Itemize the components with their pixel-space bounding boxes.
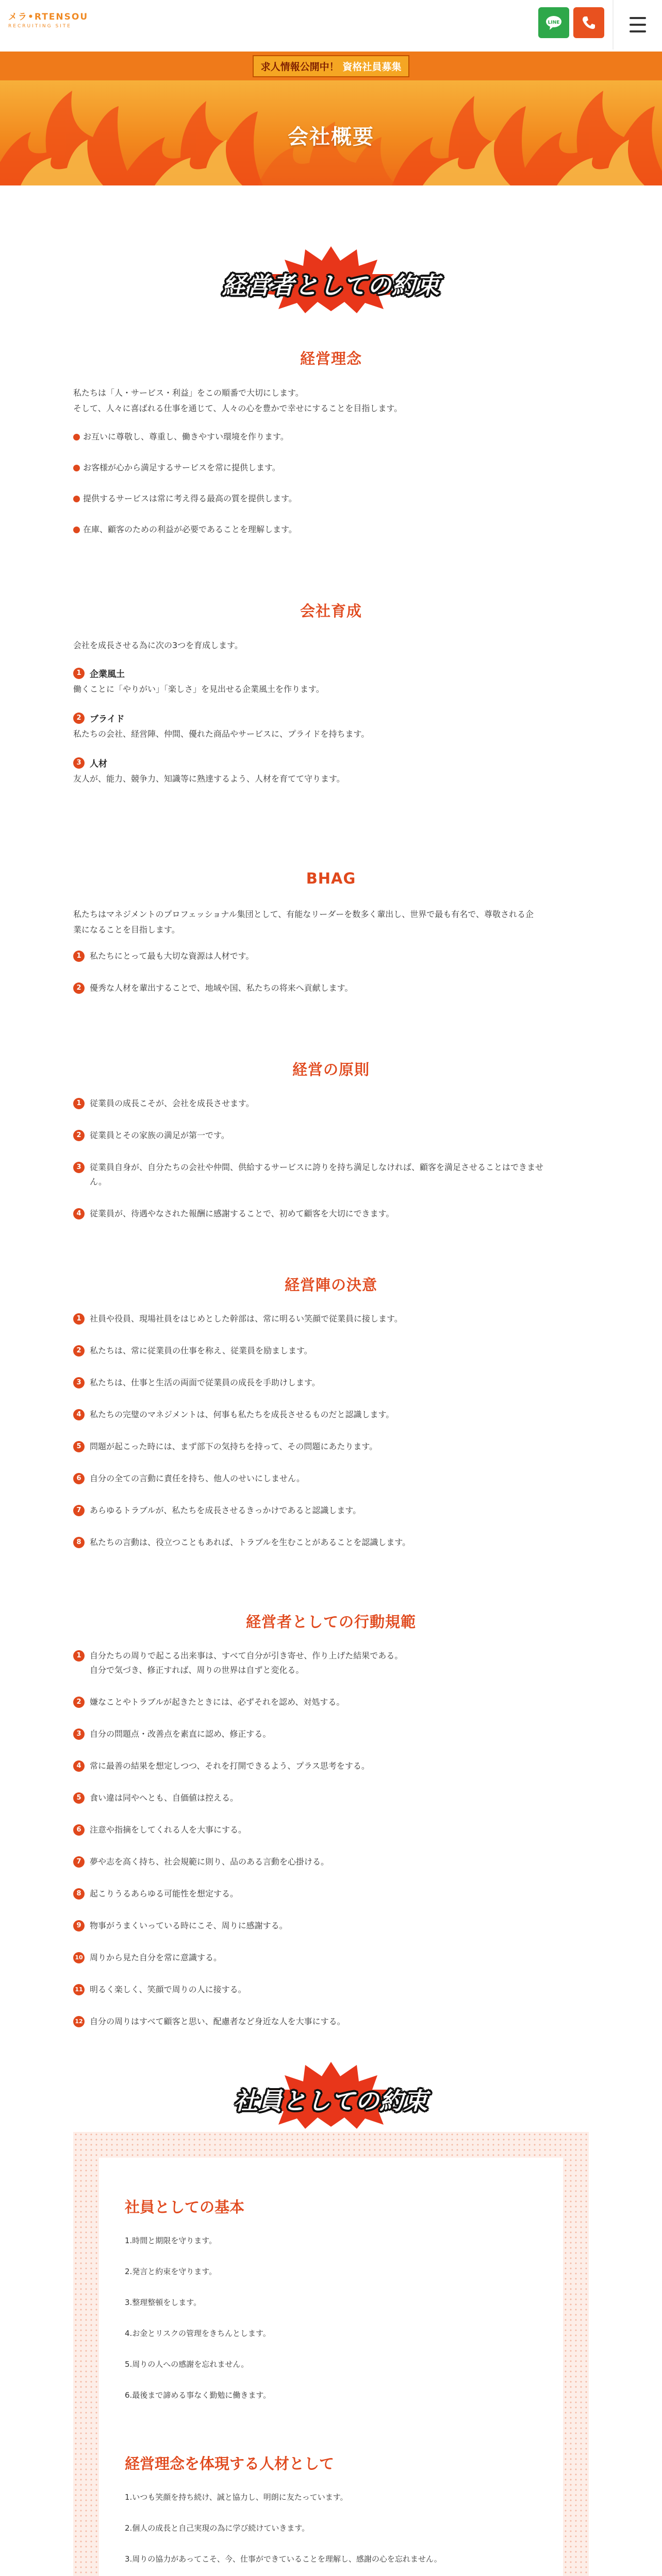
list-item: 3 私たちは、仕事と生活の両面で従業員の成長を手助けします。 <box>73 1376 589 1390</box>
list-item: 4 私たちの完璧のマネジメントは、何事も私たちを成長させるものだと認識します。 <box>73 1408 589 1422</box>
list-item: 5 問題が起こった時には、まず部下の気持ちを持って、その問題にあたります。 <box>73 1439 589 1454</box>
list-item: 2 優秀な人材を輩出することで、地域や国、私たちの将来へ貢献します。 <box>73 981 589 995</box>
list-item: 1 従業員の成長こそが、会社を成長させます。 <box>73 1096 589 1111</box>
resolve-title: 経営陣の決意 <box>284 1276 377 1294</box>
recruit-text: 資格社員募集 <box>342 61 402 73</box>
list-item: 3.周りの協力があってこそ、今、仕事ができていることを理解し、感謝の心を忘れません。 <box>125 2554 442 2564</box>
header-actions <box>538 7 604 38</box>
list-item: 4 従業員が、待遇やなされた報酬に感謝することで、初めて顧客を大切にできます。 <box>73 1207 589 1221</box>
recruit-pill <box>253 55 410 77</box>
svg-text:LINE: LINE <box>548 20 560 25</box>
site-header <box>0 0 662 52</box>
list-item: 1 私たちにとって最も大切な資源は人材です。 <box>73 949 589 963</box>
emp-embody-list <box>125 2490 542 2576</box>
list-item: 1.いつも笑顔を持ち続け、誠と協力し、明朗に友たっています。 <box>125 2493 348 2502</box>
list-item: 2.発言と約束を守ります。 <box>125 2267 217 2276</box>
philosophy-intro-1: 私たちは「人・サービス・利益」をこの順番で大切にします。 <box>73 388 304 398</box>
emp-heading-burst <box>202 2058 460 2130</box>
list-item: 8 起こりうるあらゆる可能性を想定する。 <box>73 1887 589 1901</box>
philosophy-intro-2: そして、人々に喜ばれる仕事を通じて、人々の心を豊かで幸せにすることを目指します。 <box>73 403 403 413</box>
recruit-prefix: 求人情報公開中！ <box>260 61 339 73</box>
emp-basics-title: 社員としての基本 <box>125 2198 245 2216</box>
brand-sub: RECRUITING SITE <box>8 24 72 29</box>
site-logo[interactable] <box>8 9 88 29</box>
principles-section <box>73 1096 589 1239</box>
list-item: お互いに尊敬し、尊重し、働きやすい環境を作ります。 <box>73 430 589 444</box>
mgmt-heading: 経営者としての約束 <box>222 272 440 299</box>
list-item: 7 夢や志を高く持ち、社会規範に則り、品のある言動を心掛ける。 <box>73 1855 589 1869</box>
growth-intro: 会社を成長させる為に次の3つを育成します。 <box>73 640 243 650</box>
list-item: 3 従業員自身が、自分たちの会社や仲間、供給するサービスに誇りを持ち満足しなければ、顧客を満足させることはできませ ん。 <box>73 1160 589 1189</box>
resolve-section <box>73 1312 589 1567</box>
bullet-icon <box>73 527 80 533</box>
employee-promise-box <box>73 2132 589 2576</box>
emp-basics-list <box>125 2234 542 2419</box>
list-item: 1 社員や役員、現場社員をはじめとした幹部は、常に明るい笑顔で従業員に接します。 <box>73 1312 589 1326</box>
list-item: 2 従業員とその家族の満足が第一です。 <box>73 1128 589 1143</box>
list-item: 7 あらゆるトラブルが、私たちを成長させるきっかけであると認識します。 <box>73 1503 589 1518</box>
list-item: 4 常に最善の結果を想定しつつ、それを打開できるよう、プラス思考をする。 <box>73 1759 589 1773</box>
list-item: 在庫、顧客のための利益が必要であることを理解します。 <box>73 522 589 537</box>
emp-heading: 社員としての約束 <box>234 2087 428 2115</box>
bhag-title: BHAG <box>306 870 356 887</box>
list-item: お客様が心から満足するサービスを常に提供します。 <box>73 461 589 475</box>
philosophy-section <box>73 385 589 553</box>
bullet-icon <box>73 465 80 471</box>
list-item: 提供するサービスは常に考え得る最高の質を提供します。 <box>73 492 589 506</box>
list-item: 2 嫌なことやトラブルが起きたときには、必ずそれを認め、対処する。 <box>73 1695 589 1709</box>
brand-name: メラ•RTENSOU <box>8 12 89 22</box>
list-item: 5 食い違は同やへとも、自価値は控える。 <box>73 1791 589 1805</box>
bhag-section <box>73 907 589 1013</box>
list-item: 3 自分の問題点・改善点を素直に認め、修正する。 <box>73 1727 589 1741</box>
conduct-section <box>73 1649 589 2046</box>
bhag-intro-2: 業になることを目指します。 <box>73 925 180 935</box>
growth-item: 1 企業風土 働くことに「やりがい」「楽しさ」を見出せる企業風土を作ります。 <box>73 667 589 697</box>
conduct-title: 経営者としての行動規範 <box>245 1613 416 1631</box>
list-item: 4.お金とリスクの管理をきちんとします。 <box>125 2329 271 2338</box>
list-item: 11 明るく楽しく、笑顔で周りの人に接する。 <box>73 1982 589 1997</box>
list-item: 5.周りの人への感謝を忘れません。 <box>125 2360 249 2369</box>
list-item: 1 自分たちの周りで起こる出来事は、すべて自分が引き寄せ、作り上げた結果である。 自分で気づき、修正すれば、周りの世界は自ずと変化る。 <box>73 1649 589 1677</box>
phone-icon[interactable] <box>573 7 604 38</box>
list-item: 2 私たちは、常に従業員の仕事を称え、従業員を励まします。 <box>73 1344 589 1358</box>
growth-title: 会社育成 <box>300 602 362 620</box>
bullet-icon <box>73 496 80 502</box>
list-item: 1.時間と期限を守ります。 <box>125 2236 217 2245</box>
principles-title: 経営の原則 <box>292 1061 370 1078</box>
growth-item: 2 ブライド 私たちの会社、経営陣、仲間、優れた商品やサービスに、プライドを持ちます。 <box>73 711 589 742</box>
bhag-intro-1: 私たちはマネジメントのプロフェッショナル集団として、有能なリーダーを数多く輩出し、世界で最も有名で、尊敬される企 <box>73 909 534 919</box>
list-item: 9 物事がうまくいっている時にこそ、周りに感謝する。 <box>73 1919 589 1933</box>
bullet-icon <box>73 434 80 440</box>
mgmt-heading-burst <box>202 242 460 314</box>
list-item: 12 自分の周りはすべて顧客と思い、配慮者など身近な人を大事にする。 <box>73 2014 589 2029</box>
list-item: 6 自分の全ての言動に責任を持ち、他人のせいにしません。 <box>73 1471 589 1486</box>
list-item: 6 注意や指摘をしてくれる人を大事にする。 <box>73 1823 589 1837</box>
list-item: 10 周りから見た自分を常に意識する。 <box>73 1951 589 1965</box>
page-title: 会社概要 <box>288 125 374 149</box>
list-item: 2.個人の成長と自己実現の為に学び続けていきます。 <box>125 2523 310 2533</box>
recruit-banner[interactable] <box>0 52 662 80</box>
menu-button[interactable] <box>613 0 662 49</box>
list-item: 3.整理整頓をします。 <box>125 2298 202 2307</box>
list-item: 8 私たちの言動は、役立つこともあれば、トラブルを生むことがあることを認識します。 <box>73 1535 589 1550</box>
philosophy-title: 経営理念 <box>300 350 362 367</box>
emp-embody-title: 経営理念を体現する人材として <box>125 2455 335 2472</box>
growth-section <box>73 638 589 787</box>
line-icon[interactable] <box>538 7 569 38</box>
list-item: 6.最後まで諦める事なく勤勉に働きます。 <box>125 2391 271 2400</box>
employee-promise-card <box>99 2158 563 2576</box>
hero-banner <box>0 80 662 185</box>
growth-item: 3 人材 友人が、能力、競争力、知識等に熟達するよう、人材を育てて守ります。 <box>73 756 589 787</box>
